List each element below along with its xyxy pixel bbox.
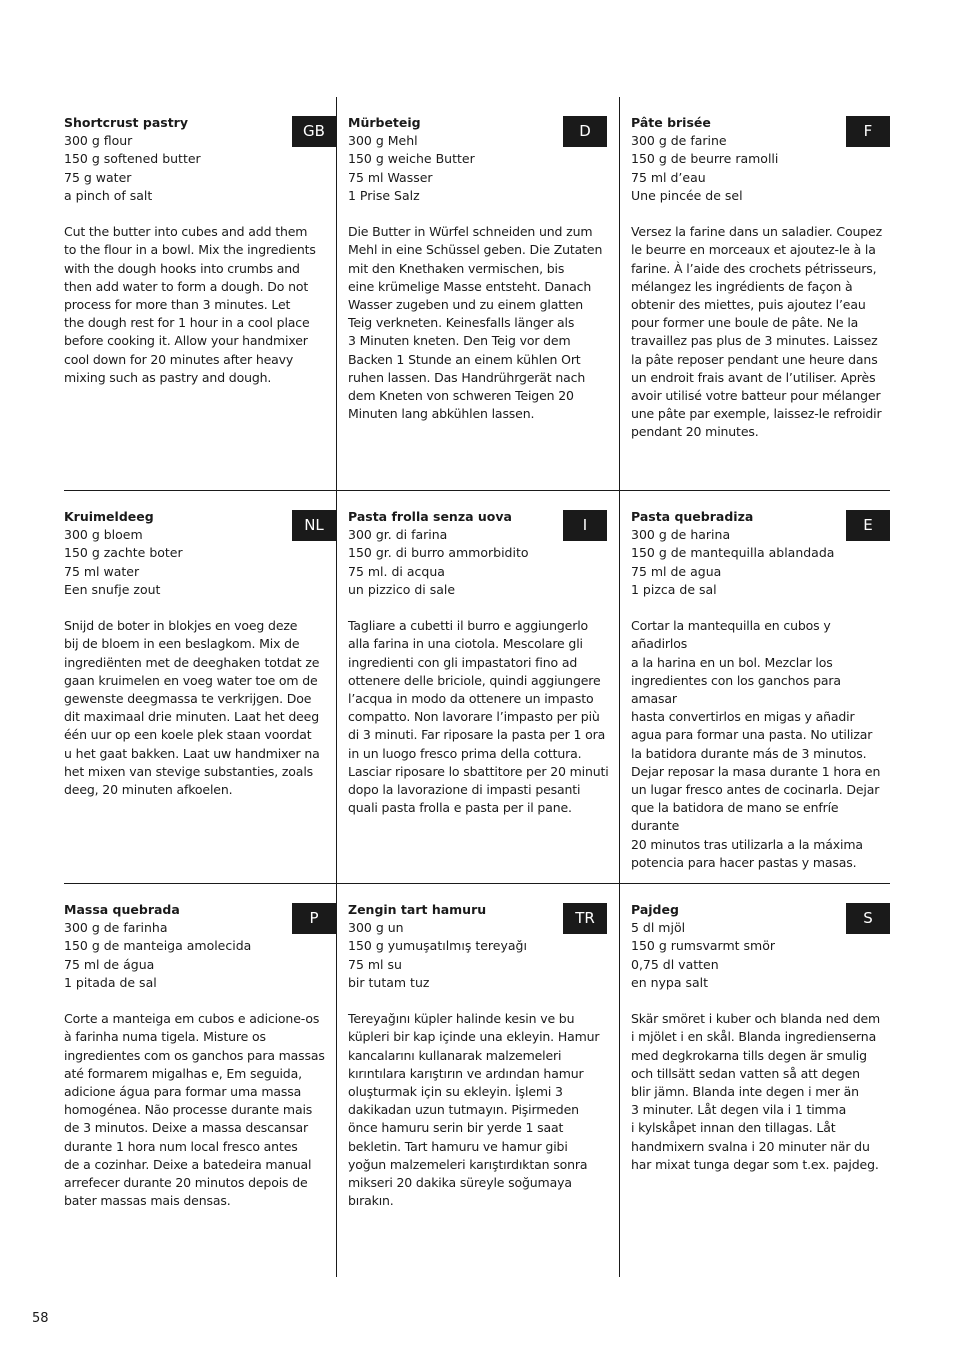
ingredient: 1 pizca de sal xyxy=(631,581,717,597)
recipe-method: Die Butter in Würfel schneiden und zum Mehl in eine Schüssel geben. Die Zutaten mit den Knethaken vermischen, bis eine krümelige Masse entsteht. Danach Wasser zugeben und zu einem glatten Teig verkneten. Keinesfalls länger als 3 Minuten kneten. Den Teig vor dem Backen 1 Stunde an einem kühlen Ort ruhen lassen. Das Handrührgerät nach dem Kneten von schweren Teigen 20 Minuten lang abkühlen lassen. xyxy=(348,224,603,422)
recipe-title: Shortcrust pastry xyxy=(64,115,188,130)
ingredient: 150 g zachte boter xyxy=(64,545,183,561)
recipe-method: Skär smöret i kuber och blanda ned dem i mjölet i en skål. Blanda ingredienserna med degkrokarna tills degen är smulig och tillsätt sedan vatten så att degen blir jämn. Blanda inte degen i mer än 3 minuter. Låt degen vila i 1 timma i kylskåpet innan den tillagas. Låt handmixern svalna i 20 minuter när du har mixat tunga degar som t.ex. pajdeg. xyxy=(631,1011,881,1172)
ingredient: 300 g flour xyxy=(64,133,133,149)
ingredient: 300 g de farine xyxy=(631,133,727,149)
recipe-method: Corte a manteiga em cubos e adicione-os à farinha numa tigela. Misture os ingredientes com os ganchos para massas até formarem migalhas e, Em seguida, adicione água para formar uma massa homogénea. Não processe durante mais de 3 minutos. Deixe a massa descansar durante 1 hora num local fresco antes de a cozinhar. Deixe a batedeira manual arrefecer durante 20 minutos depois de bater massas mais densas. xyxy=(64,1011,325,1209)
recipe-row xyxy=(64,883,890,1277)
recipe-row xyxy=(64,97,890,490)
ingredient: 150 g de mantequilla ablandada xyxy=(631,545,835,561)
ingredient: 150 g weiche Butter xyxy=(348,151,475,167)
recipe-title: Mürbeteig xyxy=(348,115,421,130)
recipe-cell-f xyxy=(619,97,890,490)
ingredient: 1 Prise Salz xyxy=(348,187,420,203)
language-badge-e: E xyxy=(846,510,890,541)
recipe-method: Cut the butter into cubes and add them to the flour in a bowl. Mix the ingredients with the dough hooks into crumbs and then add water to form a dough. Do not process for more than 3 minutes. Let the dough rest for 1 hour in a cool place before cooking it. Allow your handmixer cool down for 20 minutes after heavy mixing such as pastry and dough. xyxy=(64,224,316,385)
recipe-cell-s xyxy=(619,884,890,1277)
page-number: 58 xyxy=(32,1311,49,1326)
language-badge-p: P xyxy=(292,903,336,934)
ingredient: bir tutam tuz xyxy=(348,974,430,990)
ingredient: 300 gr. di farina xyxy=(348,527,448,543)
language-badge-i: I xyxy=(563,510,607,541)
ingredient: 75 ml su xyxy=(348,956,402,972)
ingredient: 300 g de farinha xyxy=(64,920,168,936)
ingredient: 300 g Mehl xyxy=(348,133,418,149)
ingredient: en nypa salt xyxy=(631,974,709,990)
recipe-grid xyxy=(64,97,890,1276)
recipe-cell-tr xyxy=(336,884,619,1277)
ingredient: 150 g de manteiga amolecida xyxy=(64,938,252,954)
ingredient: 75 ml de agua xyxy=(631,563,722,579)
ingredient: 300 g bloem xyxy=(64,527,143,543)
ingredient: 1 pitada de sal xyxy=(64,974,157,990)
recipe-method: Versez la farine dans un saladier. Coupez le beurre en morceaux et ajoutez-le à la farine. À l’aide des crochets pétrisseurs, mélangez les ingrédients de façon à obtenir des miettes, puis ajoutez l’eau pour former une boule de pâte. Ne la travaillez pas plus de 3 minutes. Laissez la pâte reposer pendant une heure dans un endroit frais avant de l’utiliser. Après avoir utilisé votre batteur pour mélanger une pâte par exemple, laissez-le refroidir pendant 20 minutes. xyxy=(631,224,883,440)
recipe-title: Pajdeg xyxy=(631,902,679,917)
recipe-cell-d xyxy=(336,97,619,490)
ingredient: 300 g de harina xyxy=(631,527,731,543)
recipe-row xyxy=(64,490,890,884)
language-badge-tr: TR xyxy=(563,903,607,934)
ingredient: 75 ml. di acqua xyxy=(348,563,445,579)
ingredient: 75 ml d’eau xyxy=(631,169,706,185)
recipe-method: Tagliare a cubetti il burro e aggiungerlo alla farina in una ciotola. Mescolare gli ingredienti con gli impastatori fino ad ottenere delle briciole, quindi aggiungere l’acqua in modo da ottenere un impasto compatto. Non lavorare l’impasto per più di 3 minuti. Far riposare la pasta per 1 ora in un luogo fresco prima della cottura. Lasciar riposare lo sbattitore per 20 minuti dopo la lavorazione di impasti pesanti quali pasta frolla e pasta per il pane. xyxy=(348,618,609,816)
ingredient: 5 dl mjöl xyxy=(631,920,686,936)
recipe-title: Pâte brisée xyxy=(631,115,711,130)
recipe-title: Kruimeldeeg xyxy=(64,509,154,524)
ingredient: 0,75 dl vatten xyxy=(631,956,719,972)
ingredient: 75 ml Wasser xyxy=(348,169,433,185)
language-badge-f: F xyxy=(846,116,890,147)
recipe-title: Pasta quebradiza xyxy=(631,509,754,524)
recipe-title: Zengin tart hamuru xyxy=(348,902,487,917)
ingredient: 300 g un xyxy=(348,920,404,936)
recipe-method: Tereyağını küpler halinde kesin ve bu küpleri bir kap içinde una ekleyin. Hamur kancalarını kullanarak malzemeleri kırıntılara karıştırın ve ardından hamur oluşturmak için su ekleyin. İşlemi 3 dakikadan uzun tutmayın. Pişirmeden önce hamuru serin bir yerde 1 saat bekletin. Tart hamuru ve hamur gibi yoğun malzemeleri karıştırdıktan sonra mikseri 20 dakika süreyle soğumaya bırakın. xyxy=(348,1011,600,1209)
ingredient: Een snufje zout xyxy=(64,581,161,597)
ingredient: 75 ml de água xyxy=(64,956,155,972)
recipe-cell-i xyxy=(336,491,619,884)
recipe-cell-gb xyxy=(64,97,336,490)
ingredient: 150 g yumuşatılmış tereyağı xyxy=(348,938,527,954)
recipe-method: Cortar la mantequilla en cubos y añadirlos a la harina en un bol. Mezclar los ingredientes con los ganchos para amasar hasta convertirlos en migas y añadir agua para formar una pasta. No utilizar la batidora durante más de 3 minutos. Dejar reposar la masa durante 1 hora en un lugar fresco antes de cocinarla. Dejar que la batidora de mano se enfríe durante 20 minutos tras utilizarla a la máxima potencia para hacer pastas y masas. xyxy=(631,618,881,870)
ingredient: Une pincée de sel xyxy=(631,187,743,203)
ingredient: 150 g de beurre ramolli xyxy=(631,151,779,167)
recipe-cell-e xyxy=(619,491,890,884)
ingredient: 75 ml water xyxy=(64,563,140,579)
language-badge-nl: NL xyxy=(292,510,336,541)
ingredient: 75 g water xyxy=(64,169,132,185)
recipe-title: Pasta frolla senza uova xyxy=(348,509,512,524)
ingredient: a pinch of salt xyxy=(64,187,153,203)
ingredient: un pizzico di sale xyxy=(348,581,456,597)
ingredient: 150 g softened butter xyxy=(64,151,201,167)
ingredient: 150 g rumsvarmt smör xyxy=(631,938,775,954)
language-badge-s: S xyxy=(846,903,890,934)
recipe-title: Massa quebrada xyxy=(64,902,180,917)
language-badge-gb: GB xyxy=(292,116,336,147)
recipe-method: Snijd de boter in blokjes en voeg deze bij de bloem in een beslagkom. Mix de ingrediënten met de deeghaken totdat ze gaan kruimelen en voeg water toe om de gewenste deegmassa te verkrijgen. Doe dit maximaal drie minuten. Laat het deeg één uur op een koele plek staan voordat u het gaat bakken. Laat uw handmixer na het mixen van stevige substanties, zoals deeg, 20 minuten afkoelen. xyxy=(64,618,320,798)
recipe-cell-p xyxy=(64,884,336,1277)
ingredient: 150 gr. di burro ammorbidito xyxy=(348,545,529,561)
language-badge-d: D xyxy=(563,116,607,147)
recipe-cell-nl xyxy=(64,491,336,884)
